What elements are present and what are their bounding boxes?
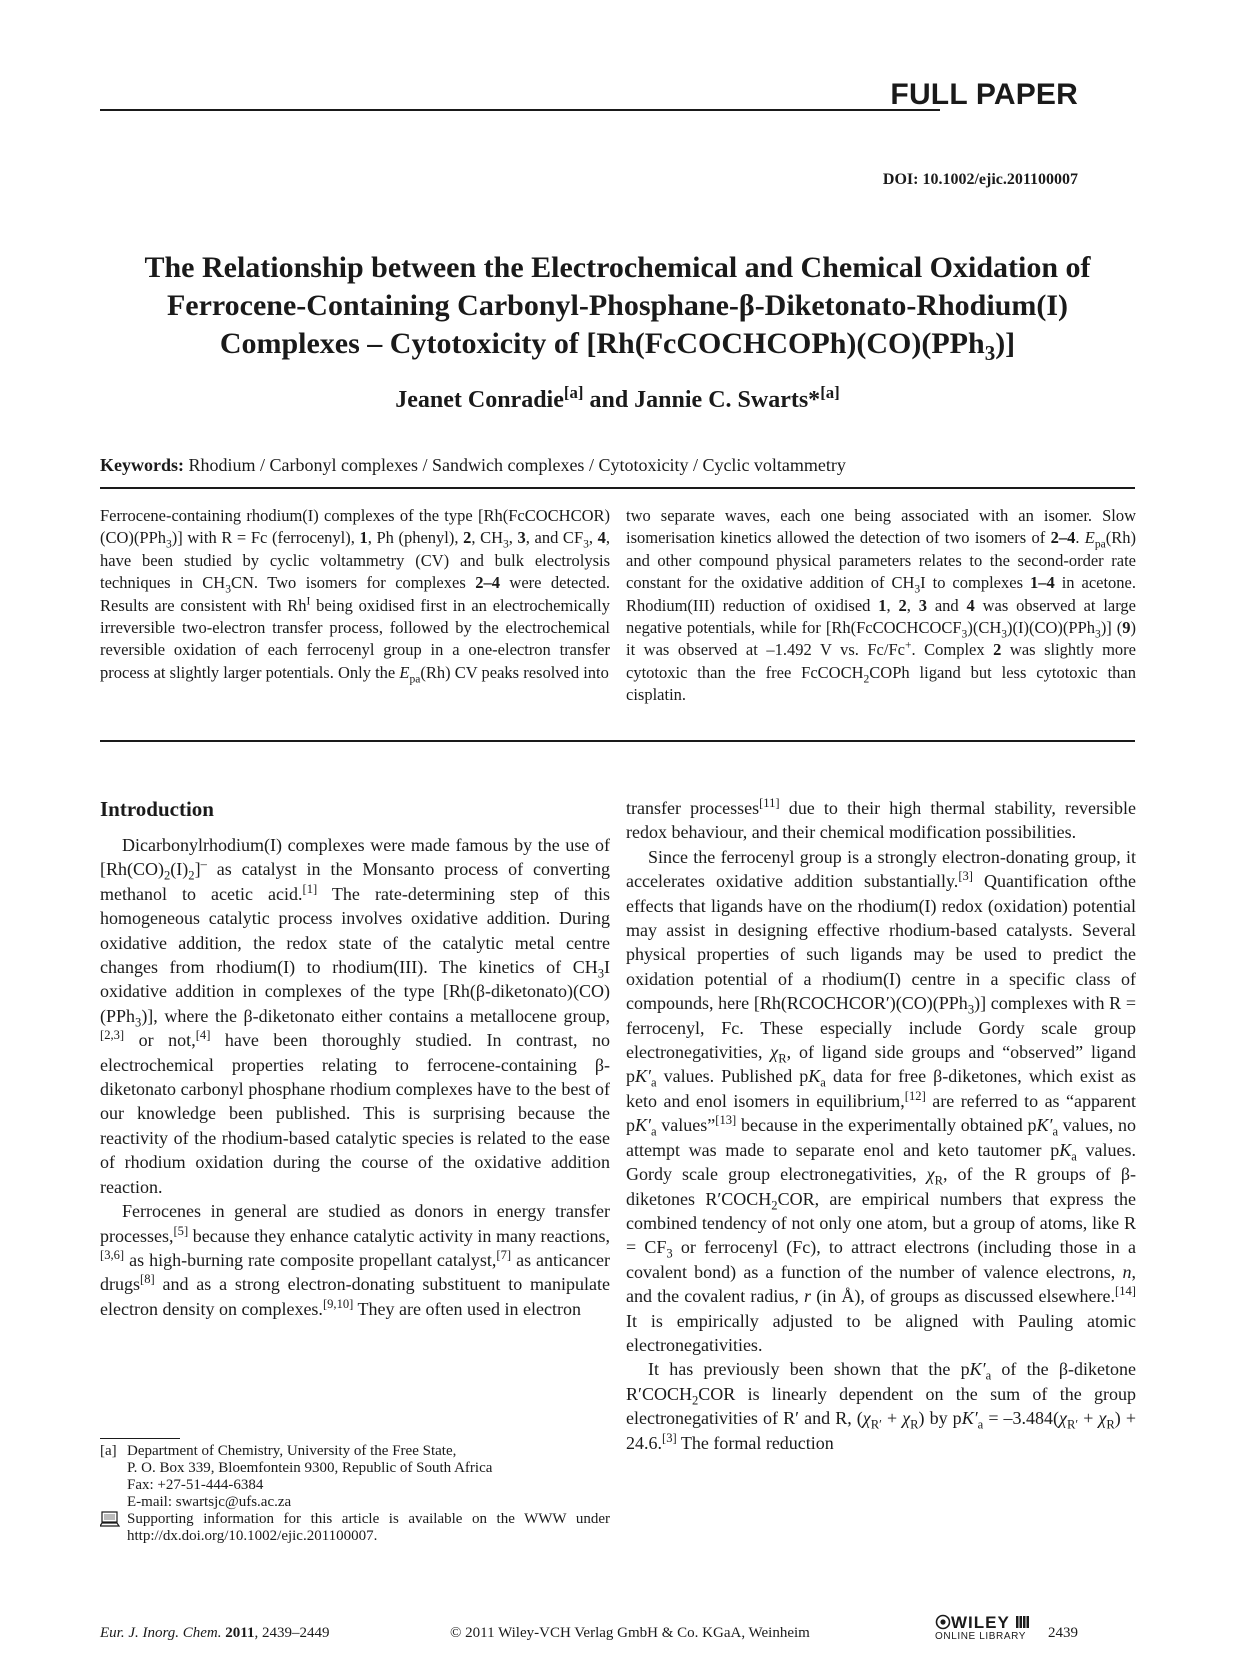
supporting-info-note[interactable]: Supporting information for this article is available on the WWW under http://dx.doi.org/10.1002/ejic.201100007. xyxy=(127,1511,610,1544)
title-line-3: Complexes – Cytotoxicity of [Rh(FcCOCHCOPh)(CO)(PPh$_3$)] xyxy=(219,327,1016,365)
header-rule xyxy=(100,109,940,111)
journal-year: 2011 xyxy=(225,1625,255,1641)
intro-paragraph-2-continued: transfer processes[11] due to their high thermal stability, reversible redox behaviour, and their chemical modification possibilities. xyxy=(626,796,1136,843)
journal-name: Eur. J. Inorg. Chem. xyxy=(100,1625,222,1641)
intro-paragraph-3: Since the ferrocenyl group is a strongly electron-donating group, it accelerates oxidative addition substantially.[3] Quantification ofthe effects that ligands have on the rhodium(I) redox (oxidation) potential may assist in designing effective rhodium-based catalysts. Several physical properties of such ligands may be used to predict the oxidation potential of a rhodium(I) centre in a specific class of compounds, here [Rh(RCOCHCOR′)(CO)(PPh$_3$)] complexes with R = ferrocenyl, Fc. These especially include Gordy scale group electronegativities, $\chi_R$, of ligand side groups and “observed” ligand $pK'_a$ values. Published $pK_a$ data for free β-diketones, which exist as keto and enol isomers in equilibrium,[12] are referred to as “apparent $pK'_a$ values”[13] because in the experimentally obtained $pK'_a$ values, no attempt was made to separate enol and keto tautomer $pK_a$ values. Gordy scale group electronegativities, $\chi_R$, of the R groups of β-diketones $R'COCH_2COR$, are empirical numbers that express the combined tendency of not only one atom, but a group of atoms, like $R = CF_3$ or ferrocenyl (Fc), to attract electrons (including those in a covalent bond) as a function of the number of valence electrons, n, and the covalent radius, r (in Å), of groups as discussed elsewhere.[14] It is empirically adjusted to be aligned with Pauling atomic electronegativities. xyxy=(626,846,1137,1355)
authors: Jeanet Conradie[a] and Jannie C. Swarts*[a] xyxy=(395,383,840,413)
title-line-1: The Relationship between the Electrochemical and Chemical Oxidation of xyxy=(144,251,1091,284)
computer-icon xyxy=(100,1511,127,1545)
journal-citation xyxy=(100,1625,329,1642)
introduction-heading: Introduction xyxy=(100,797,214,821)
keywords-label: Keywords: xyxy=(100,455,184,475)
footnote-address: P. O. Box 339, Bloemfontein 9300, Republic of South Africa xyxy=(127,1460,493,1476)
footnote-mark: [a] xyxy=(100,1443,117,1459)
paper-title xyxy=(100,249,1135,363)
intro-paragraph-4: It has previously been shown that the $pK'_a$ of the β-diketone $R'COCH_2COR$ is linearly dependent on the sum of the group electronegativities of R′ and R, $(\chi_{R'} + \chi_R)$ by $pK'_a = -3.484(\chi_{R'} + \chi_R) + 24.6.[3]$ The formal reduction xyxy=(626,1359,1137,1453)
wiley-circle-icon xyxy=(935,1614,951,1630)
footnote-email[interactable]: E-mail: swartsjc@ufs.ac.za xyxy=(127,1494,292,1510)
keywords xyxy=(100,455,846,476)
library-book-icon xyxy=(1015,1614,1031,1630)
footnote-department: Department of Chemistry, University of the Free State, xyxy=(127,1443,457,1459)
abstract-column-1: Ferrocene-containing rhodium(I) complexes of the type [Rh(FcCOCHCOR)(CO)(PPh$_3$)] with R = Fc (ferrocenyl), 1, Ph (phenyl), 2, $CH_3$, 3, and $CF_3$, 4, have been studied by cyclic voltammetry (CV) and bulk electrolysis techniques in $CH_3CN$. Two isomers for complexes 2–4 were detected. Results are consistent with $Rh^I$ being oxidised first in an electrochemically irreversible two-electron transfer process, followed by the electrochemical reversible oxidation of each ferrocenyl group in a one-electron transfer process at slightly larger potentials. Only the $E_{pa}(Rh)$ CV peaks resolved into xyxy=(100,506,611,686)
abstract-top-rule xyxy=(100,487,1135,489)
intro-paragraph-2: Ferrocenes in general are studied as donors in energy transfer processes,[5] because they enhance catalytic activity in many reactions,[3,6] as high-burning rate composite propellant catalyst,[7] as anticancer drugs[8] and as a strong electron-donating substituent to manipulate electron density on complexes.[9,10] They are often used in electron xyxy=(100,1201,611,1319)
section-label: FULL PAPER xyxy=(890,78,1078,111)
body-column-right xyxy=(626,796,1136,1455)
author-2: Jannie C. Swarts* xyxy=(634,387,821,413)
footnote xyxy=(100,1443,610,1545)
affiliation-mark-1: [a] xyxy=(563,383,584,402)
intro-paragraph-1: Dicarbonylrhodium(I) complexes were made famous by the use of $[Rh(CO)_2(I)_2]^-$ as catalyst in the Monsanto process of converting methanol to acetic acid.[1] The rate-determining step of this homogeneous catalytic process involves oxidative addition. During oxidative addition, the redox state of the catalytic metal centre changes from rhodium(I) to rhodium(III). The kinetics of $CH_3I$ oxidative addition in complexes of the type [Rh(β-diketonato)(CO)(PPh$_3$)], where the β-diketonato either contains a metallocene group,[2,3] or not,[4] have been thoroughly studied. In contrast, no electrochemical properties relating to ferrocene-containing β-diketonato carbonyl phosphane rhodium complexes have to the best of our knowledge been published. This is surprising because the reactivity of the rhodium-based catalytic species is related to the ease of rhodium oxidation during the course of the oxidative addition reaction. xyxy=(100,835,610,1197)
footnote-fax: Fax: +27-51-444-6384 xyxy=(127,1477,264,1493)
abstract-bottom-rule xyxy=(100,740,1135,742)
page-number: 2439 xyxy=(1048,1625,1078,1641)
affiliation-mark-2: [a] xyxy=(820,383,840,402)
abstract-column-2: two separate waves, each one being associated with an isomer. Slow isomerisation kinetics allowed the detection of two isomers of 2–4. $E_{pa}(Rh)$ and other compound physical parameters relates to the second-order rate constant for the oxidative addition of $CH_3I$ to complexes 1–4 in acetone. Rhodium(III) reduction of oxidised 1, 2, 3 and 4 was observed at large negative potentials, while for $[Rh(FcCOCHCOCF_3)(CH_3)(I)(CO)(PPh_3)]$ (9) it was observed at –1.492 V vs. Fc/Fc+. Complex 2 was slightly more cytotoxic than the free FcCOCH$_2$COPh ligand but less cytotoxic than cisplatin. xyxy=(626,506,1137,705)
wiley-logo[interactable] xyxy=(935,1613,1031,1642)
author-1: Jeanet Conradie xyxy=(395,387,564,413)
online-library-label: ONLINE LIBRARY xyxy=(935,1631,1027,1642)
keywords-text: Rhodium / Carbonyl complexes / Sandwich complexes / Cytotoxicity / Cyclic voltammetry xyxy=(188,455,846,475)
wiley-wordmark: WILEY xyxy=(951,1613,1010,1632)
doi[interactable]: DOI: 10.1002/ejic.201100007 xyxy=(882,171,1078,188)
journal-pages: , 2439–2449 xyxy=(254,1625,330,1641)
body-column-left xyxy=(100,833,610,1321)
title-line-2: Ferrocene-Containing Carbonyl-Phosphane-β-Diketonato-Rhodium(I) xyxy=(166,289,1069,322)
footnote-rule xyxy=(100,1438,180,1439)
copyright: © 2011 Wiley-VCH Verlag GmbH & Co. KGaA, Weinheim xyxy=(450,1625,810,1641)
